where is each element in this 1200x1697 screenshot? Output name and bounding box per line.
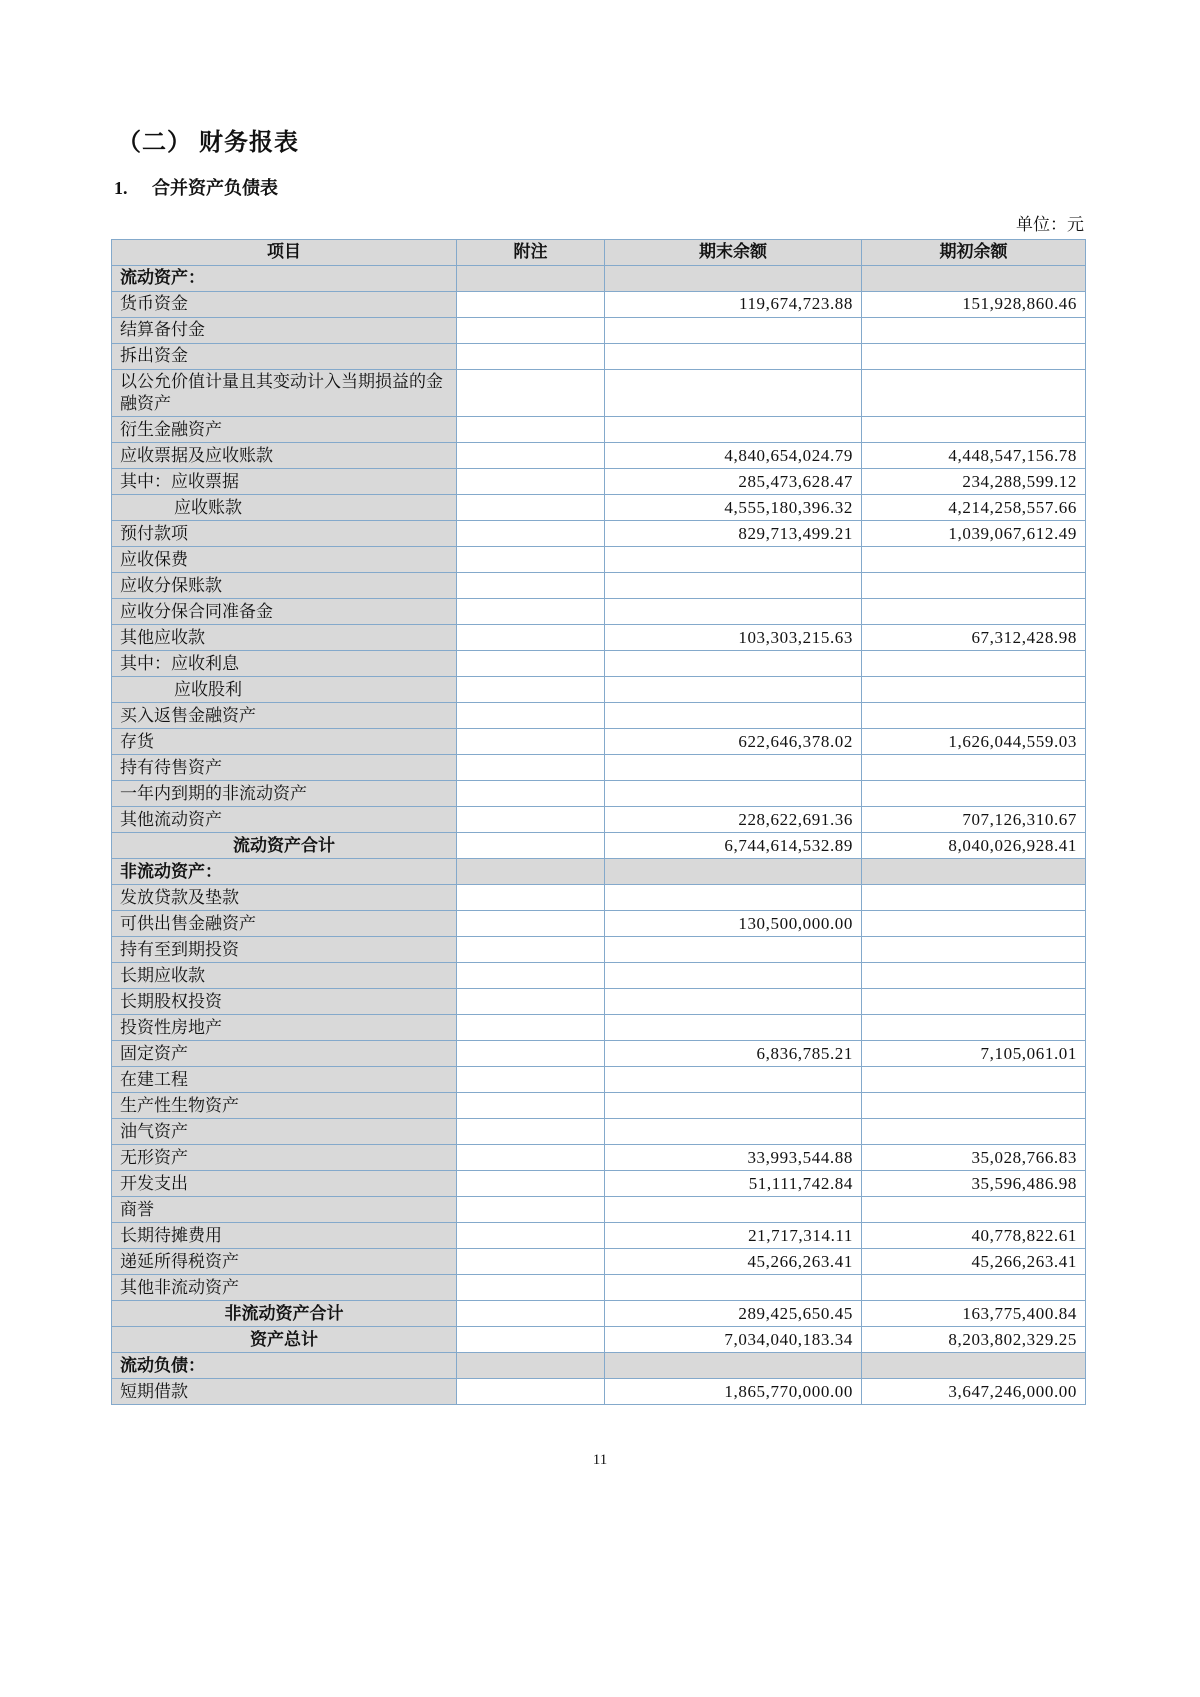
end-balance-cell: [605, 859, 862, 885]
end-balance-cell: [605, 417, 862, 443]
note-cell: [457, 1041, 605, 1067]
item-row: [112, 963, 1086, 989]
begin-balance-cell: [862, 1119, 1086, 1145]
begin-balance-cell: [862, 599, 1086, 625]
item-row: [112, 703, 1086, 729]
begin-balance-cell: 234,288,599.12: [862, 469, 1086, 495]
end-balance-cell: [605, 781, 862, 807]
item-label-cell: 投资性房地产: [112, 1015, 457, 1041]
begin-balance-cell: 7,105,061.01: [862, 1041, 1086, 1067]
end-balance-cell: [605, 1197, 862, 1223]
item-row: [112, 807, 1086, 833]
item-label-cell: 递延所得税资产: [112, 1249, 457, 1275]
item-row: [112, 1379, 1086, 1405]
section-row: [112, 859, 1086, 885]
item-row: [112, 729, 1086, 755]
subsection-title: 合并资产负债表: [152, 178, 278, 198]
note-cell: [457, 963, 605, 989]
item-label-cell: 应收保费: [112, 547, 457, 573]
end-balance-cell: 1,865,770,000.00: [605, 1379, 862, 1405]
item-row: [112, 781, 1086, 807]
begin-balance-cell: [862, 266, 1086, 292]
item-label-cell: 短期借款: [112, 1379, 457, 1405]
item-label-cell: 在建工程: [112, 1067, 457, 1093]
subsection-number: 1.: [114, 178, 128, 198]
item-label-cell: 流动资产合计: [112, 833, 457, 859]
end-balance-cell: [605, 703, 862, 729]
item-label-cell: 固定资产: [112, 1041, 457, 1067]
end-balance-cell: [605, 1067, 862, 1093]
item-row: [112, 495, 1086, 521]
item-label-cell: 可供出售金融资产: [112, 911, 457, 937]
item-label-cell: 应收分保账款: [112, 573, 457, 599]
column-header-item: 项目: [112, 240, 457, 266]
begin-balance-cell: [862, 963, 1086, 989]
begin-balance-cell: 45,266,263.41: [862, 1249, 1086, 1275]
item-row: [112, 1275, 1086, 1301]
note-cell: [457, 1145, 605, 1171]
section-row: [112, 1353, 1086, 1379]
begin-balance-cell: [862, 885, 1086, 911]
item-label-cell: 长期待摊费用: [112, 1223, 457, 1249]
item-label-cell: 持有至到期投资: [112, 937, 457, 963]
item-row: [112, 370, 1086, 417]
end-balance-cell: 6,744,614,532.89: [605, 833, 862, 859]
item-label-cell: 衍生金融资产: [112, 417, 457, 443]
item-row: [112, 885, 1086, 911]
note-cell: [457, 1067, 605, 1093]
item-label-cell: 应收票据及应收账款: [112, 443, 457, 469]
item-label-cell: 其他非流动资产: [112, 1275, 457, 1301]
item-row: [112, 625, 1086, 651]
note-cell: [457, 469, 605, 495]
begin-balance-cell: 4,448,547,156.78: [862, 443, 1086, 469]
note-cell: [457, 1197, 605, 1223]
note-cell: [457, 677, 605, 703]
note-cell: [457, 1275, 605, 1301]
item-label-cell: 存货: [112, 729, 457, 755]
note-cell: [457, 885, 605, 911]
end-balance-cell: [605, 266, 862, 292]
end-balance-cell: [605, 599, 862, 625]
note-cell: [457, 443, 605, 469]
note-cell: [457, 599, 605, 625]
begin-balance-cell: [862, 859, 1086, 885]
end-balance-cell: 33,993,544.88: [605, 1145, 862, 1171]
end-balance-cell: 829,713,499.21: [605, 521, 862, 547]
end-balance-cell: 6,836,785.21: [605, 1041, 862, 1067]
item-row: [112, 937, 1086, 963]
begin-balance-cell: [862, 417, 1086, 443]
note-cell: [457, 833, 605, 859]
end-balance-cell: [605, 573, 862, 599]
end-balance-cell: 7,034,040,183.34: [605, 1327, 862, 1353]
item-row: [112, 318, 1086, 344]
begin-balance-cell: [862, 318, 1086, 344]
item-label-cell: 油气资产: [112, 1119, 457, 1145]
note-cell: [457, 1379, 605, 1405]
item-label-cell: 其中：应收利息: [112, 651, 457, 677]
item-row: [112, 677, 1086, 703]
item-row: [112, 1067, 1086, 1093]
item-row: [112, 1041, 1086, 1067]
note-cell: [457, 1093, 605, 1119]
item-row: [112, 755, 1086, 781]
note-cell: [457, 859, 605, 885]
item-label-cell: 资产总计: [112, 1327, 457, 1353]
item-label-cell: 商誉: [112, 1197, 457, 1223]
end-balance-cell: [605, 989, 862, 1015]
begin-balance-cell: 1,626,044,559.03: [862, 729, 1086, 755]
begin-balance-cell: [862, 703, 1086, 729]
item-row: [112, 521, 1086, 547]
item-row: [112, 911, 1086, 937]
note-cell: [457, 573, 605, 599]
note-cell: [457, 781, 605, 807]
note-cell: [457, 807, 605, 833]
note-cell: [457, 911, 605, 937]
begin-balance-cell: [862, 1015, 1086, 1041]
item-label-cell: 持有待售资产: [112, 755, 457, 781]
end-balance-cell: 228,622,691.36: [605, 807, 862, 833]
item-row: [112, 417, 1086, 443]
item-row: [112, 989, 1086, 1015]
item-label-cell: 其中：应收票据: [112, 469, 457, 495]
end-balance-cell: 103,303,215.63: [605, 625, 862, 651]
item-label-cell: 应收股利: [112, 677, 457, 703]
section-row: [112, 266, 1086, 292]
item-label-cell: 无形资产: [112, 1145, 457, 1171]
note-cell: [457, 1327, 605, 1353]
unit-label: 单位：元: [1016, 215, 1084, 234]
begin-balance-cell: [862, 755, 1086, 781]
begin-balance-cell: [862, 573, 1086, 599]
begin-balance-cell: 163,775,400.84: [862, 1301, 1086, 1327]
item-row: [112, 344, 1086, 370]
note-cell: [457, 651, 605, 677]
item-label-cell: 应收账款: [112, 495, 457, 521]
item-row: [112, 1249, 1086, 1275]
begin-balance-cell: [862, 1197, 1086, 1223]
note-cell: [457, 625, 605, 651]
item-label-cell: 应收分保合同准备金: [112, 599, 457, 625]
item-row: [112, 1171, 1086, 1197]
end-balance-cell: 21,717,314.11: [605, 1223, 862, 1249]
item-row: [112, 1093, 1086, 1119]
end-balance-cell: 4,840,654,024.79: [605, 443, 862, 469]
end-balance-cell: [605, 1119, 862, 1145]
note-cell: [457, 344, 605, 370]
begin-balance-cell: 35,028,766.83: [862, 1145, 1086, 1171]
begin-balance-cell: [862, 937, 1086, 963]
item-label-cell: 长期股权投资: [112, 989, 457, 1015]
begin-balance-cell: [862, 677, 1086, 703]
item-row: [112, 1223, 1086, 1249]
begin-balance-cell: 8,203,802,329.25: [862, 1327, 1086, 1353]
note-cell: [457, 1249, 605, 1275]
begin-balance-cell: [862, 781, 1086, 807]
begin-balance-cell: [862, 911, 1086, 937]
end-balance-cell: 130,500,000.00: [605, 911, 862, 937]
item-label-cell: 生产性生物资产: [112, 1093, 457, 1119]
begin-balance-cell: 35,596,486.98: [862, 1171, 1086, 1197]
item-row: [112, 1145, 1086, 1171]
item-label-cell: 买入返售金融资产: [112, 703, 457, 729]
note-cell: [457, 1015, 605, 1041]
item-row: [112, 573, 1086, 599]
item-label-cell: 其他流动资产: [112, 807, 457, 833]
note-cell: [457, 266, 605, 292]
item-row: [112, 469, 1086, 495]
begin-balance-cell: [862, 1067, 1086, 1093]
end-balance-cell: 51,111,742.84: [605, 1171, 862, 1197]
end-balance-cell: [605, 885, 862, 911]
begin-balance-cell: 707,126,310.67: [862, 807, 1086, 833]
end-balance-cell: [605, 963, 862, 989]
note-cell: [457, 729, 605, 755]
table-header-row: [112, 240, 1086, 266]
column-header-note: 附注: [457, 240, 605, 266]
section-heading: （二） 财务报表: [117, 130, 299, 156]
column-header-begin: 期初余额: [862, 240, 1086, 266]
end-balance-cell: [605, 370, 862, 417]
item-label-cell: 一年内到期的非流动资产: [112, 781, 457, 807]
begin-balance-cell: 67,312,428.98: [862, 625, 1086, 651]
begin-balance-cell: [862, 344, 1086, 370]
note-cell: [457, 1301, 605, 1327]
end-balance-cell: [605, 1015, 862, 1041]
total-row: [112, 833, 1086, 859]
note-cell: [457, 417, 605, 443]
end-balance-cell: [605, 755, 862, 781]
item-label-cell: 开发支出: [112, 1171, 457, 1197]
end-balance-cell: 119,674,723.88: [605, 292, 862, 318]
item-row: [112, 599, 1086, 625]
note-cell: [457, 318, 605, 344]
subsection-heading: [114, 174, 278, 200]
begin-balance-cell: [862, 1353, 1086, 1379]
note-cell: [457, 292, 605, 318]
begin-balance-cell: [862, 989, 1086, 1015]
item-row: [112, 547, 1086, 573]
note-cell: [457, 547, 605, 573]
end-balance-cell: [605, 651, 862, 677]
note-cell: [457, 989, 605, 1015]
begin-balance-cell: 1,039,067,612.49: [862, 521, 1086, 547]
note-cell: [457, 1223, 605, 1249]
item-label-cell: 货币资金: [112, 292, 457, 318]
end-balance-cell: [605, 937, 862, 963]
note-cell: [457, 1171, 605, 1197]
item-row: [112, 1197, 1086, 1223]
begin-balance-cell: [862, 547, 1086, 573]
item-label-cell: 发放贷款及垫款: [112, 885, 457, 911]
column-header-end: 期末余额: [605, 240, 862, 266]
note-cell: [457, 495, 605, 521]
total-row: [112, 1301, 1086, 1327]
begin-balance-cell: 3,647,246,000.00: [862, 1379, 1086, 1405]
end-balance-cell: [605, 344, 862, 370]
end-balance-cell: [605, 318, 862, 344]
end-balance-cell: [605, 1353, 862, 1379]
end-balance-cell: 45,266,263.41: [605, 1249, 862, 1275]
item-label-cell: 非流动资产：: [112, 859, 457, 885]
end-balance-cell: [605, 547, 862, 573]
begin-balance-cell: 4,214,258,557.66: [862, 495, 1086, 521]
begin-balance-cell: 151,928,860.46: [862, 292, 1086, 318]
end-balance-cell: [605, 1093, 862, 1119]
item-label-cell: 流动资产：: [112, 266, 457, 292]
end-balance-cell: [605, 677, 862, 703]
total-row: [112, 1327, 1086, 1353]
item-label-cell: 结算备付金: [112, 318, 457, 344]
begin-balance-cell: [862, 370, 1086, 417]
item-label-cell: 预付款项: [112, 521, 457, 547]
begin-balance-cell: [862, 651, 1086, 677]
item-row: [112, 292, 1086, 318]
item-row: [112, 1119, 1086, 1145]
item-label-cell: 以公允价值计量且其变动计入当期损益的金融资产: [112, 370, 457, 417]
end-balance-cell: 289,425,650.45: [605, 1301, 862, 1327]
page-number: 11: [592, 1452, 608, 1468]
item-row: [112, 443, 1086, 469]
item-label-cell: 流动负债：: [112, 1353, 457, 1379]
begin-balance-cell: [862, 1093, 1086, 1119]
balance-sheet-table: [111, 239, 1086, 1405]
note-cell: [457, 1119, 605, 1145]
note-cell: [457, 521, 605, 547]
begin-balance-cell: 40,778,822.61: [862, 1223, 1086, 1249]
item-label-cell: 其他应收款: [112, 625, 457, 651]
note-cell: [457, 755, 605, 781]
end-balance-cell: [605, 1275, 862, 1301]
note-cell: [457, 703, 605, 729]
item-label-cell: 长期应收款: [112, 963, 457, 989]
item-row: [112, 1015, 1086, 1041]
end-balance-cell: 4,555,180,396.32: [605, 495, 862, 521]
note-cell: [457, 1353, 605, 1379]
end-balance-cell: 285,473,628.47: [605, 469, 862, 495]
item-row: [112, 651, 1086, 677]
item-label-cell: 非流动资产合计: [112, 1301, 457, 1327]
begin-balance-cell: 8,040,026,928.41: [862, 833, 1086, 859]
end-balance-cell: 622,646,378.02: [605, 729, 862, 755]
begin-balance-cell: [862, 1275, 1086, 1301]
note-cell: [457, 370, 605, 417]
note-cell: [457, 937, 605, 963]
item-label-cell: 拆出资金: [112, 344, 457, 370]
